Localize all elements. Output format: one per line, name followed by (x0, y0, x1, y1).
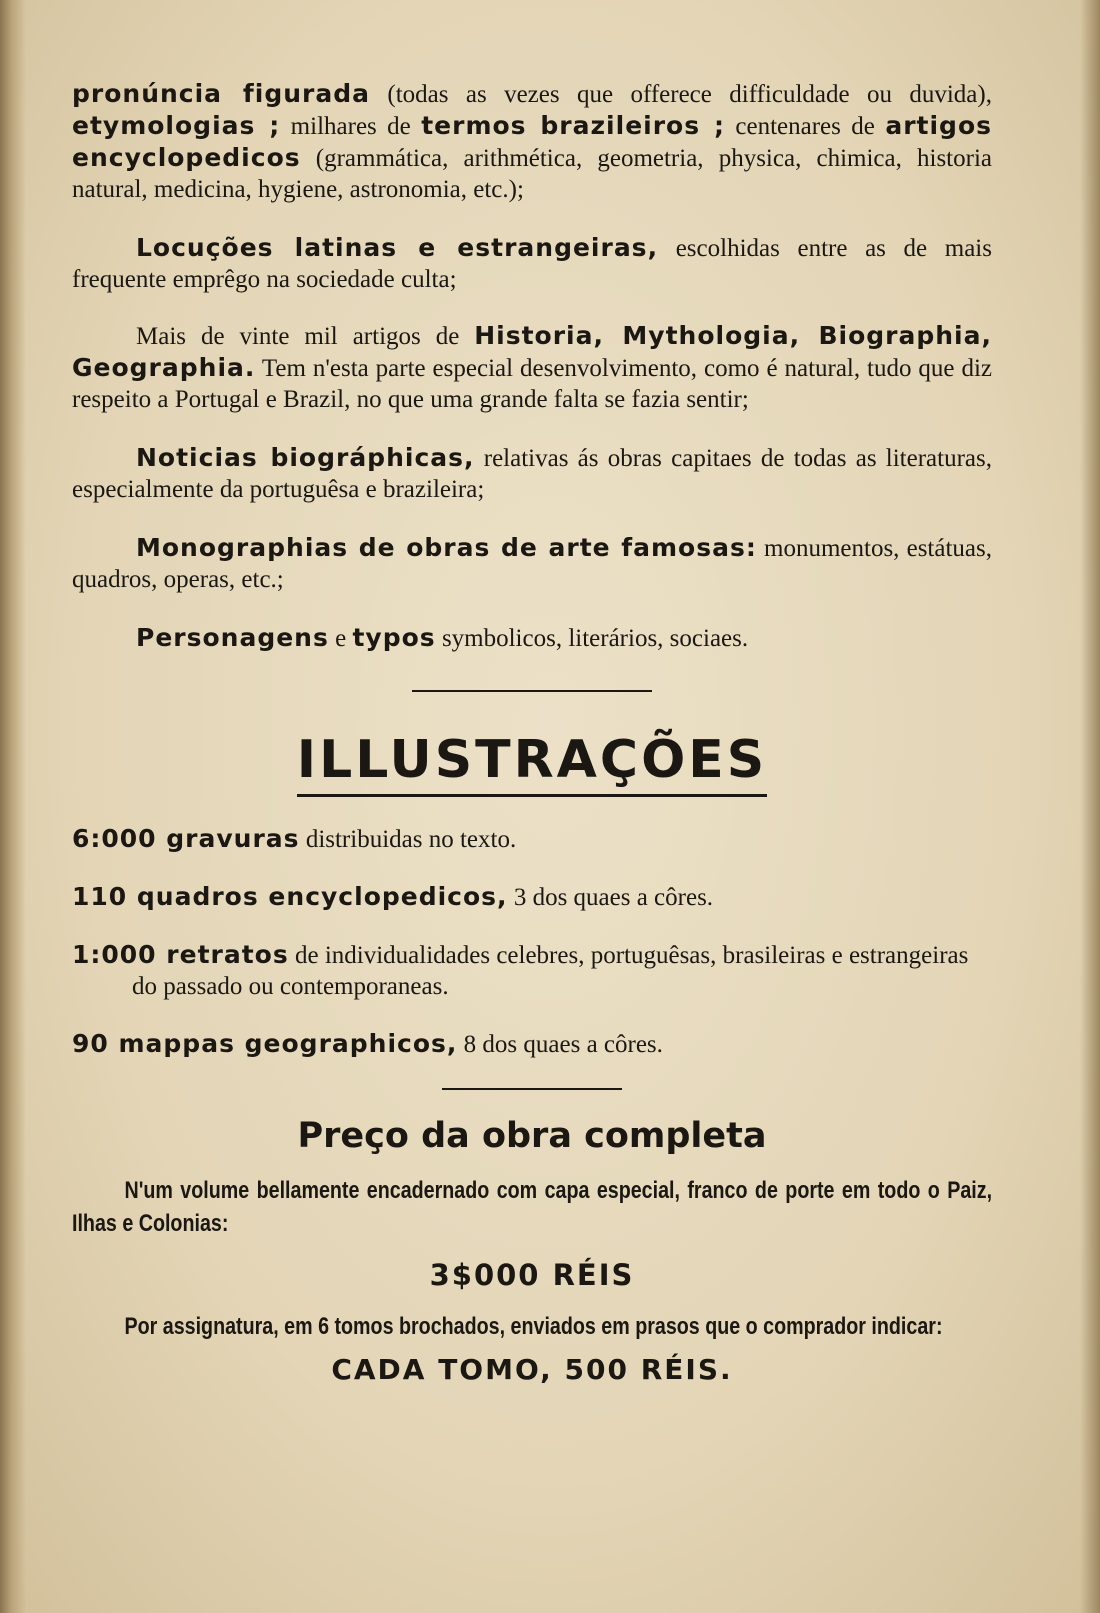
illustration-item: 90 mappas geographicos, 8 dos quaes a côres. (72, 1029, 663, 1058)
bold-phrase: Monographias de obras de arte famosas: (136, 533, 757, 562)
illustration-item: 1:000 retratos de individualidades celebres, portuguêsas, brasileiras e estrangeiras do passado ou contemporaneas. (72, 940, 969, 1000)
bold-phrase: Historia, Mythologia, Biographia, Geographia. (72, 321, 992, 382)
intro-paragraph: pronúncia figurada (todas as vezes que offerece difficuldade ou duvida), etymologias ; milhares de termos brazileiros ; centenares de artigos encyclopedicos (grammática, arithmética, geometria, physica, chimica, historia natural, medicina, hygiene, astronomia, etc.); (72, 79, 992, 203)
illustracoes-heading: ILLUSTRAÇÕES (296, 730, 768, 790)
bold-phrase: etymologias ; (72, 111, 281, 140)
illustration-item: 6:000 gravuras distribuidas no texto. (72, 824, 517, 853)
noticias-paragraph: Noticias biográphicas, relativas ás obras capitaes de todas as literaturas, especialmente da portuguêsa e brazileira; (72, 443, 992, 503)
locucoes-paragraph: Locuções latinas e estrangeiras, escolhidas entre as de mais frequente emprêgo na sociedade culta; (72, 233, 992, 293)
bold-phrase: pronúncia figurada (72, 79, 370, 108)
bold-phrase: Personagens (136, 623, 329, 652)
bold-phrase: termos brazileiros ; (421, 111, 725, 140)
bold-phrase: Noticias biográphicas, (136, 443, 475, 472)
volume-text: N'um volume bellamente encadernado com capa especial, franco de porte em todo o Paiz, Ilhas e Colonias: (72, 1177, 993, 1237)
page-content (72, 78, 992, 1386)
bold-phrase: artigos encyclopedicos (72, 111, 992, 172)
page-edge-left (0, 0, 26, 1613)
monographias-paragraph: Monographias de obras de arte famosas: monumentos, estátuas, quadros, operas, etc.; (72, 533, 992, 593)
volume-price: 3$000 RÉIS (429, 1258, 635, 1292)
historia-paragraph: Mais de vinte mil artigos de Historia, Mythologia, Biographia, Geographia. Tem n'esta parte especial desenvolvimento, como é natural, tudo que diz respeito a Portugal e Brazil, no que uma grande falta se fazia sentir; (72, 321, 992, 413)
page-edge-right (1080, 0, 1100, 1613)
personagens-paragraph: Personagens e typos symbolicos, literários, sociaes. (136, 623, 749, 652)
tomo-price: CADA TOMO, 500 RÉIS. (331, 1353, 733, 1386)
assinatura-text: Por assignatura, em 6 tomos brochados, enviados em prasos que o comprador indicar: (124, 1313, 943, 1340)
bold-phrase: typos (352, 623, 436, 652)
illustration-item: 110 quadros encyclopedicos, 3 dos quaes a côres. (72, 882, 714, 911)
price-title: Preço da obra completa (297, 1116, 767, 1156)
bold-phrase: Locuções latinas e estrangeiras, (136, 233, 659, 262)
